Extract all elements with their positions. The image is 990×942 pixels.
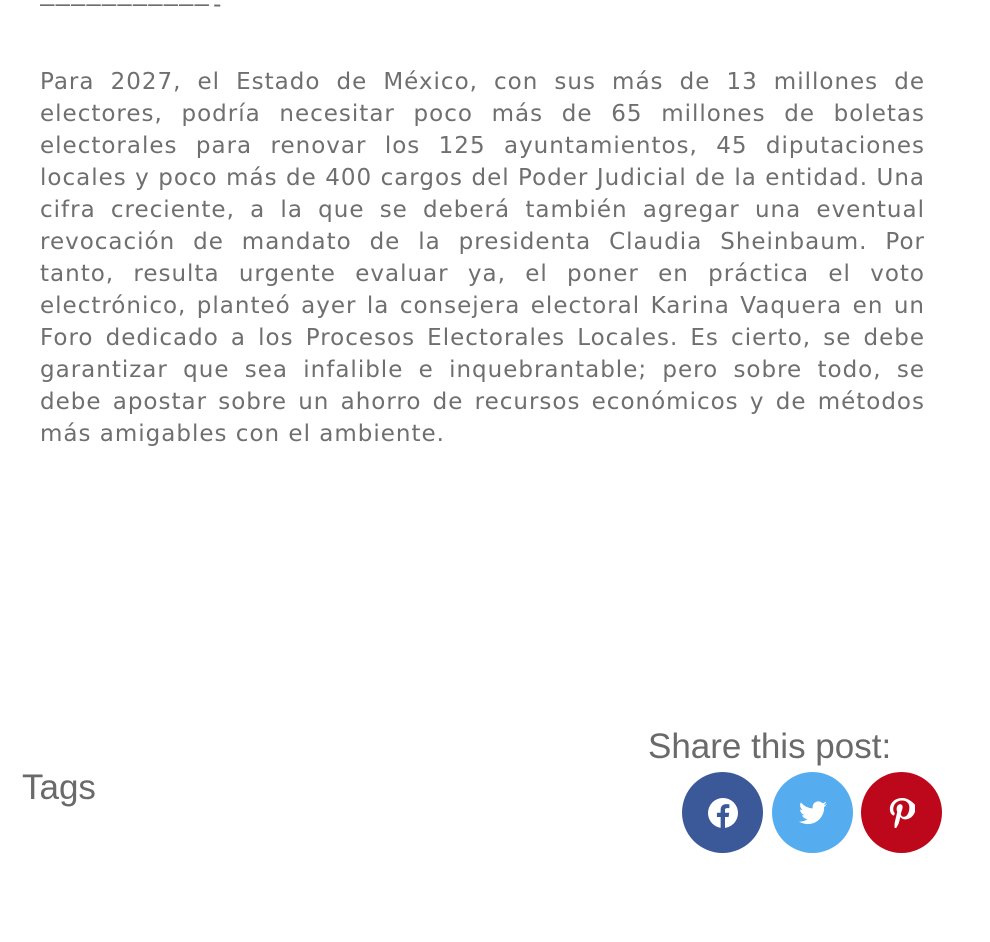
share-facebook-button[interactable] [682, 772, 763, 853]
share-heading: Share this post: [648, 727, 892, 766]
share-pinterest-button[interactable] [861, 772, 942, 853]
tags-heading: Tags [22, 768, 96, 807]
facebook-icon [708, 798, 738, 828]
pinterest-icon [889, 798, 915, 828]
article-divider: ———————————- [40, 0, 226, 18]
share-twitter-button[interactable] [772, 772, 853, 853]
article-paragraph: Para 2027, el Estado de México, con sus más de 13 millones de electores, podría necesitar poco más de 65 millones de boletas electorales para renovar los 125 ayuntamientos, 45 diputaciones locales y poco más de 400 cargos del Poder Judicial de la entidad. Una cifra creciente, a la que se deberá también agregar una eventual revocación de mandato de la presidenta Claudia Sheinbaum. Por tanto, resulta urgente evaluar ya, el poner en práctica el voto electrónico, planteó ayer la consejera electoral Karina Vaquera en un Foro dedicado a los Procesos Electorales Locales. Es cierto, se debe garantizar que sea infalible e inquebrantable; pero sobre todo, se debe apostar sobre un ahorro de recursos económicos y de métodos más amigables con el ambiente. [40, 69, 925, 447]
twitter-icon [799, 801, 827, 825]
